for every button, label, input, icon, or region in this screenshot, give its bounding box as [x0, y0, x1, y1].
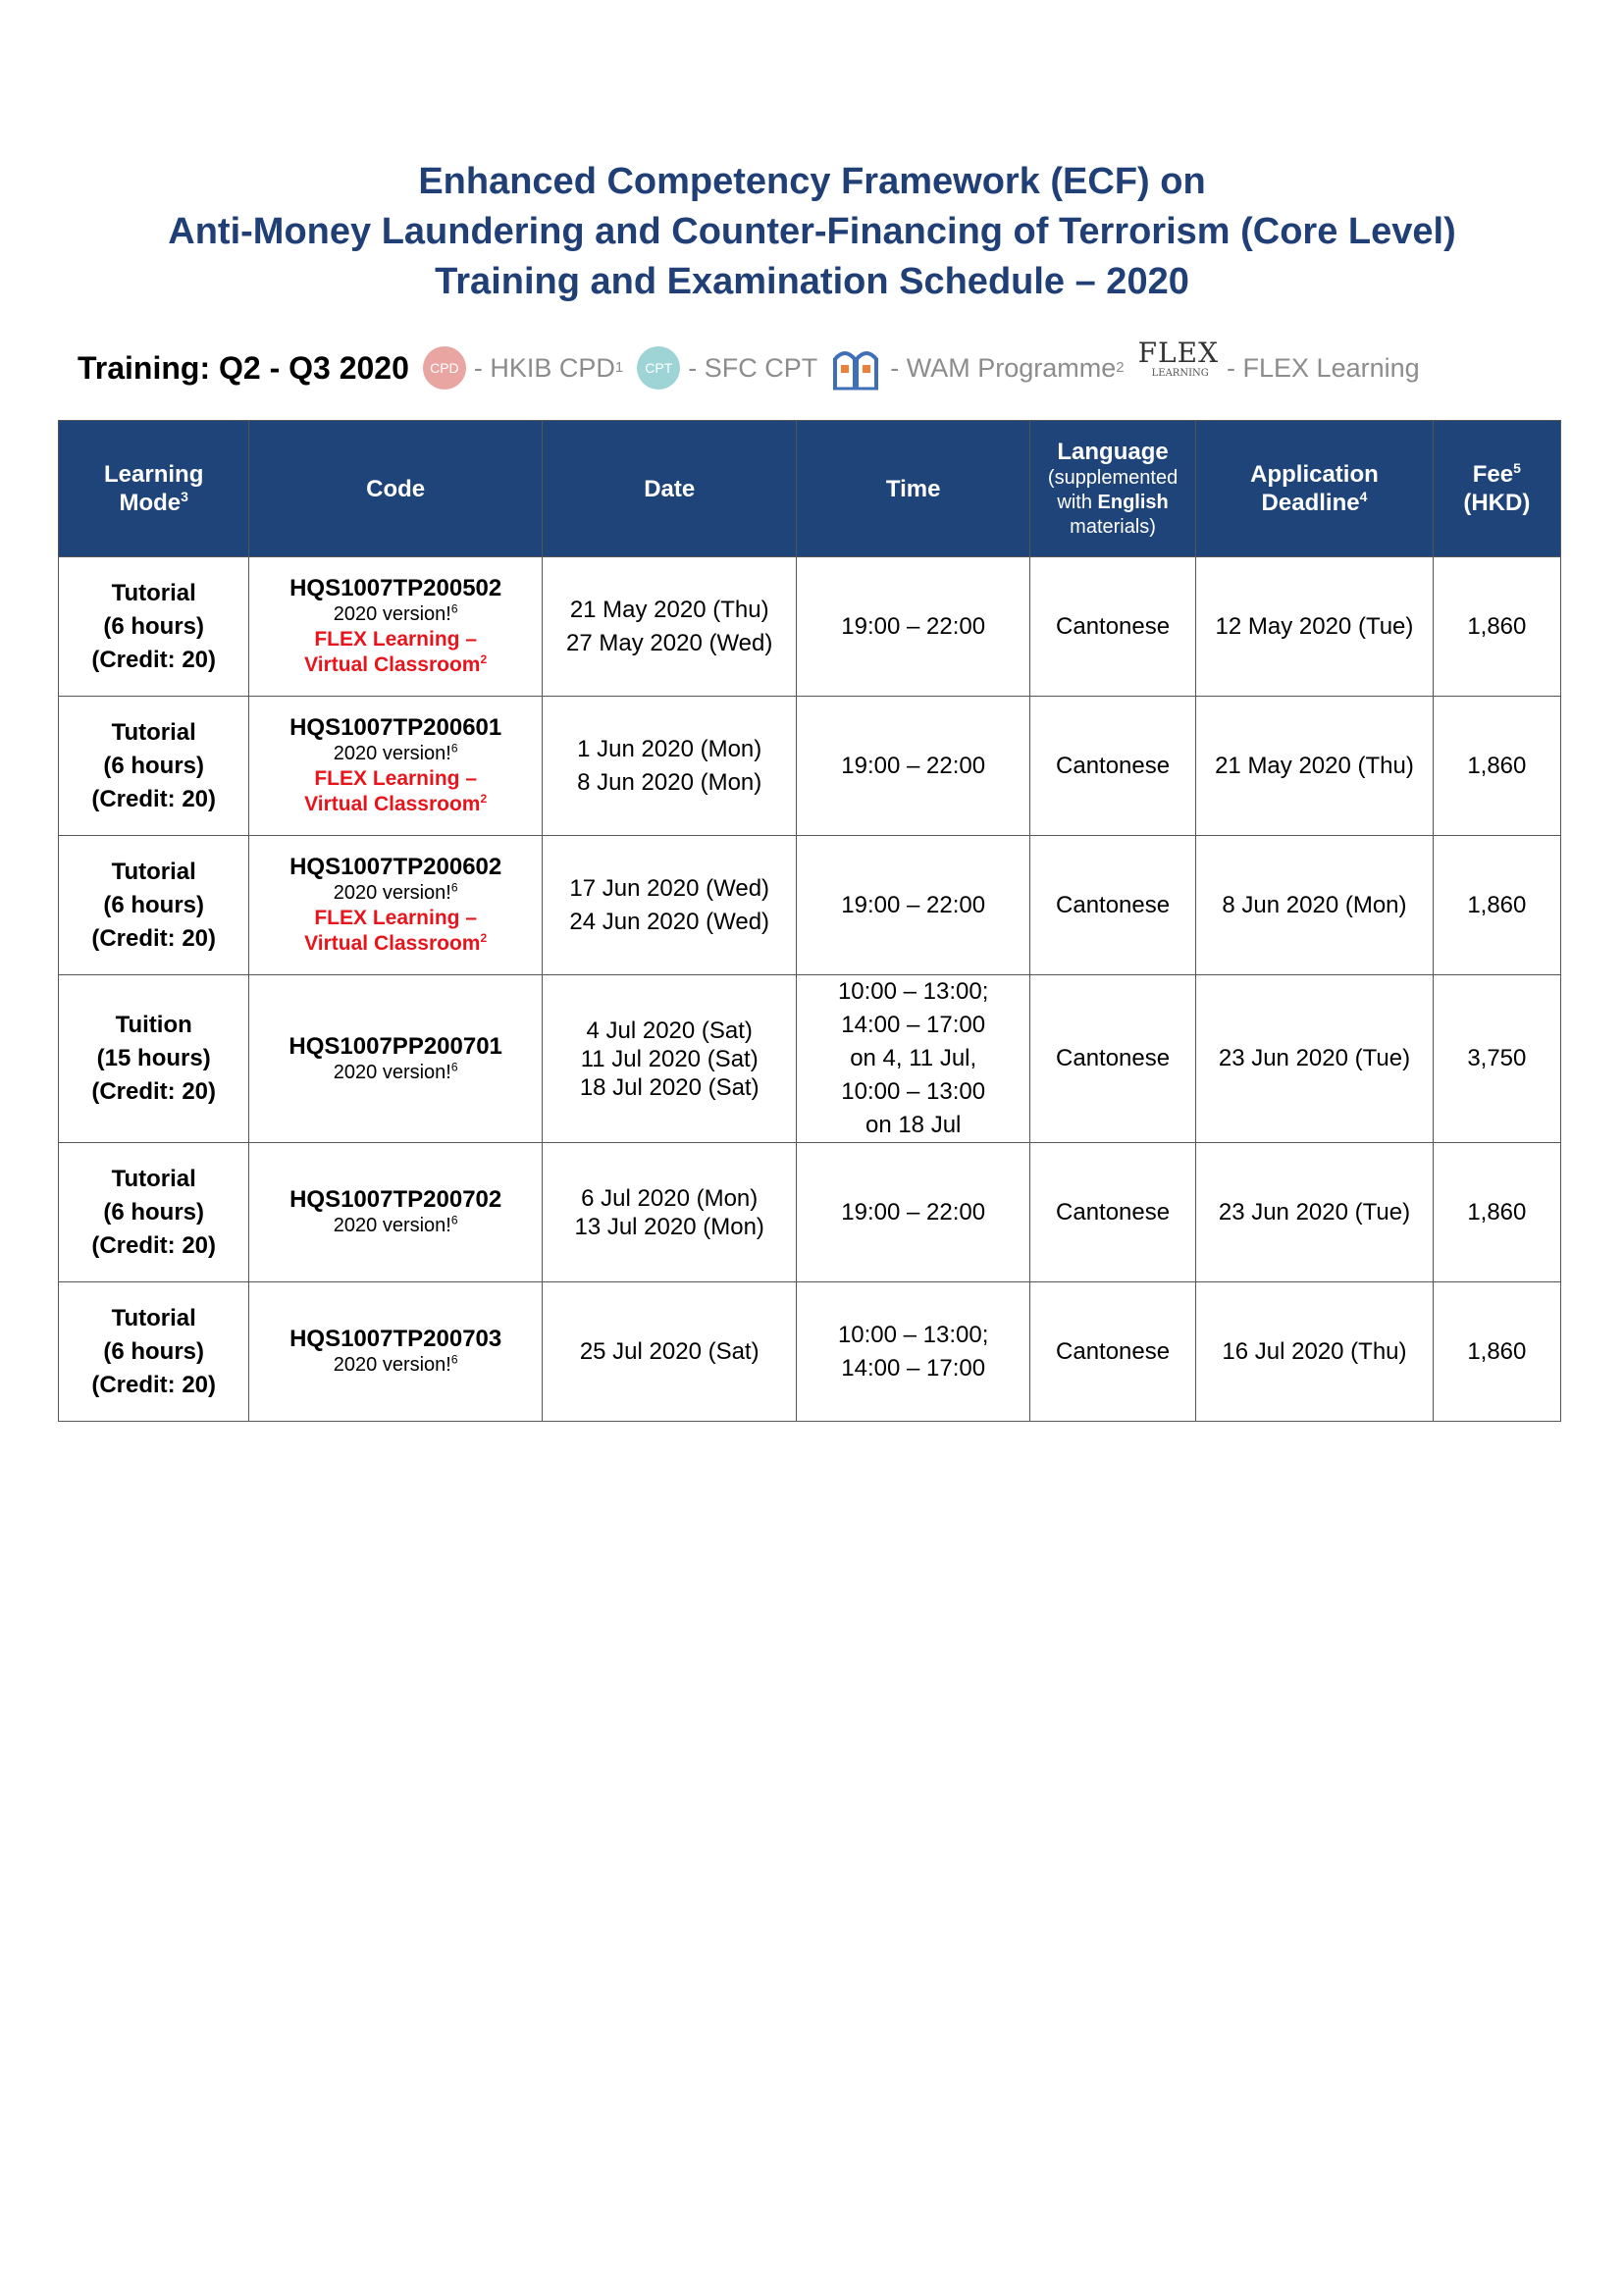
legend-hkib-cpd-text: - HKIB CPD — [473, 352, 615, 383]
table-row — [59, 557, 1561, 697]
table-header-row — [59, 421, 1561, 557]
mode-cell: Tutorial (6 hours) (Credit: 20) — [59, 1143, 249, 1282]
language-cell: Cantonese — [1029, 1282, 1195, 1422]
title-line-1: Enhanced Competency Framework (ECF) on — [418, 161, 1206, 202]
date-cell: 1 Jun 2020 (Mon) 8 Jun 2020 (Mon) — [542, 697, 797, 836]
wam-logo-icon — [831, 345, 880, 391]
time-cell: 19:00 – 22:00 — [797, 836, 1029, 975]
code-cell: HQS1007TP200703 2020 version!$^6$ — [249, 1282, 543, 1422]
mode-cell: Tutorial (6 hours) (Credit: 20) — [59, 697, 249, 836]
fee-cell: 1,860 — [1433, 836, 1560, 975]
header-language: Language (supplemented with English materials) — [1029, 421, 1195, 557]
date-cell: 25 Jul 2020 (Sat) — [542, 1282, 797, 1422]
code-cell: HQS1007TP200702 2020 version!$^6$ — [249, 1143, 543, 1282]
table-row — [59, 975, 1561, 1143]
language-cell: Cantonese — [1029, 975, 1195, 1143]
table-row — [59, 836, 1561, 975]
deadline-cell: 21 May 2020 (Thu) — [1196, 697, 1433, 836]
fee-cell: 1,860 — [1433, 1143, 1560, 1282]
date-cell: 6 Jul 2020 (Mon) 13 Jul 2020 (Mon) — [542, 1143, 797, 1282]
header-date: Date — [542, 421, 797, 557]
mode-cell: Tutorial (6 hours) (Credit: 20) — [59, 1282, 249, 1422]
legend-flex-text: - FLEX Learning — [1227, 352, 1420, 383]
table-row — [59, 1143, 1561, 1282]
flex-learning-logo-icon: FLEX LEARNING — [1137, 337, 1220, 379]
deadline-cell: 8 Jun 2020 (Mon) — [1196, 836, 1433, 975]
time-cell: 10:00 – 13:00; 14:00 – 17:00 — [797, 1282, 1029, 1422]
date-cell: 17 Jun 2020 (Wed) 24 Jun 2020 (Wed) — [542, 836, 797, 975]
language-cell: Cantonese — [1029, 557, 1195, 697]
date-cell: 4 Jul 2020 (Sat) 11 Jul 2020 (Sat) 18 Jul 2020 (Sat) — [542, 975, 797, 1143]
time-cell: 19:00 – 22:00 — [797, 697, 1029, 836]
date-cell: 21 May 2020 (Thu) 27 May 2020 (Wed) — [542, 557, 797, 697]
training-label: Training: Q2 - Q3 2020 — [78, 349, 409, 386]
mode-cell: Tutorial (6 hours) (Credit: 20) — [59, 557, 249, 697]
training-legend — [78, 334, 1434, 402]
mode-cell: Tuition (15 hours) (Credit: 20) — [59, 975, 249, 1143]
language-cell: Cantonese — [1029, 697, 1195, 836]
schedule-table — [58, 420, 1561, 1422]
deadline-cell: 16 Jul 2020 (Thu) — [1196, 1282, 1433, 1422]
code-cell: HQS1007PP200701 2020 version!$^6$ — [249, 975, 543, 1143]
language-cell: Cantonese — [1029, 1143, 1195, 1282]
time-cell: 19:00 – 22:00 — [797, 1143, 1029, 1282]
deadline-cell: 23 Jun 2020 (Tue) — [1196, 975, 1433, 1143]
header-time: Time — [797, 421, 1029, 557]
header-fee: Fee$^5$ (HKD) — [1433, 421, 1560, 557]
title-line-2: Anti-Money Laundering and Counter-Financing of Terrorism (Core Level) — [168, 211, 1456, 252]
legend-flex — [1137, 337, 1420, 384]
cpt-badge-icon: CPT — [637, 346, 680, 390]
legend-sfc-cpt-text: - SFC CPT — [688, 352, 818, 383]
header-application-deadline: Application Deadline$^4$ — [1196, 421, 1433, 557]
title-line-3: Training and Examination Schedule – 2020 — [435, 261, 1189, 302]
time-cell: 10:00 – 13:00; 14:00 – 17:00 on 4, 11 Jul, 10:00 – 13:00 on 18 Jul — [797, 975, 1029, 1143]
header-learning-mode: Learning Mode$^3$ — [59, 421, 249, 557]
fee-cell: 1,860 — [1433, 1282, 1560, 1422]
deadline-cell: 23 Jun 2020 (Tue) — [1196, 1143, 1433, 1282]
code-cell: HQS1007TP200602 2020 version!$^6$ FLEX Learning – Virtual Classroom$^2$ — [249, 836, 543, 975]
header-code: Code — [249, 421, 543, 557]
page-title — [0, 157, 1624, 307]
fee-cell: 1,860 — [1433, 697, 1560, 836]
table-row — [59, 697, 1561, 836]
legend-sfc-cpt — [637, 346, 817, 390]
legend-hkib-cpd: CPD - HKIB CPD 1 — [423, 346, 623, 390]
language-cell: Cantonese — [1029, 836, 1195, 975]
mode-cell: Tutorial (6 hours) (Credit: 20) — [59, 836, 249, 975]
time-cell: 19:00 – 22:00 — [797, 557, 1029, 697]
deadline-cell: 12 May 2020 (Tue) — [1196, 557, 1433, 697]
cpd-badge-icon: CPD — [423, 346, 466, 390]
legend-wam-text: - WAM Programme — [890, 352, 1117, 383]
fee-cell: 1,860 — [1433, 557, 1560, 697]
code-cell: HQS1007TP200601 2020 version!$^6$ FLEX Learning – Virtual Classroom$^2$ — [249, 697, 543, 836]
legend-wam: - WAM Programme 2 — [831, 345, 1124, 391]
fee-cell: 3,750 — [1433, 975, 1560, 1143]
code-cell: HQS1007TP200502 2020 version!$^6$ FLEX Learning – Virtual Classroom$^2$ — [249, 557, 543, 697]
table-row — [59, 1282, 1561, 1422]
